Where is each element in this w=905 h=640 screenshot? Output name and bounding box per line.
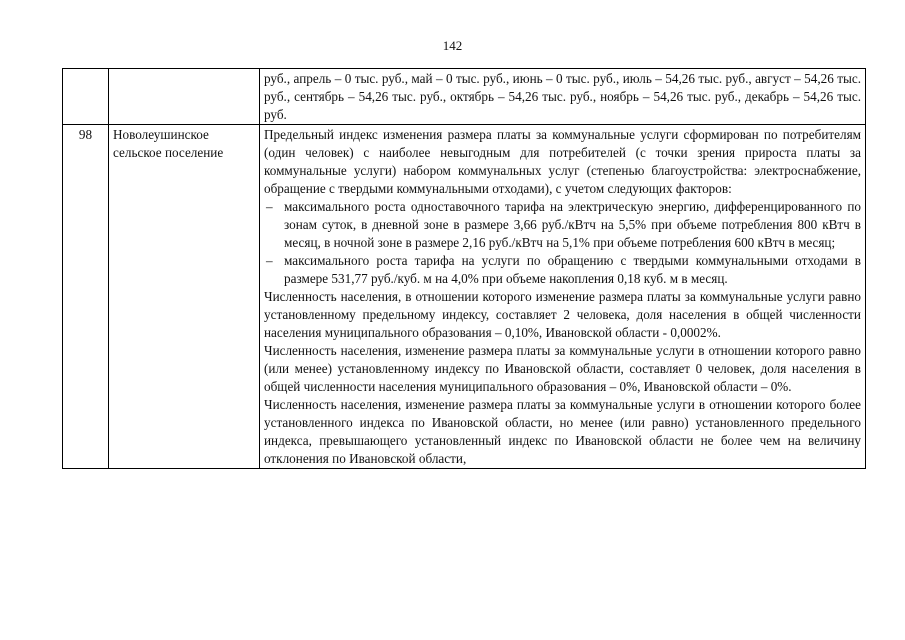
factor-list [264,198,861,288]
row-number-cell: 98 [63,125,109,469]
table-row [63,125,866,469]
description-cell [260,125,866,469]
continuation-paragraph: руб., апрель – 0 тыс. руб., май – 0 тыс. руб., июнь – 0 тыс. руб., июль – 54,26 тыс. руб., август – 54,26 тыс. руб., сентябрь – 54,26 тыс. руб., октябрь – 54,26 тыс. руб., ноябрь – 54,26 тыс. руб., декабрь – 54,26 тыс. руб. [264,71,861,122]
population-paragraph: Численность населения, в отношении которого изменение размера платы за коммунальные услуги равно установленному предельному индексу, составляет 2 человека, доля населения в общей численности населения муниципального образования – 0,10%, Ивановской области - 0,0002%. [264,289,861,340]
page-number: 142 [442,38,463,53]
settlement-cell: Новолеушинское сельское поселение [109,125,260,469]
settlement-cell [109,69,260,125]
table-row [63,69,866,125]
population-paragraph: Численность населения, изменение размера платы за коммунальные услуги в отношении которого более установленного индекса по Ивановской области, но менее (или равно) установленного предельного индекса, превышающего установленный индекс по Ивановской области не более чем на величину отклонения по Ивановской области, [264,397,861,466]
dash-marker: – [266,199,273,214]
list-item-text: максимального роста одноставочного тарифа на электрическую энергию, дифференцированного по зонам суток, в дневной зоне в размере 3,66 руб./кВтч на 5,5% при объеме потребления 800 кВтч в месяц, в ночной зоне в размере 2,16 руб./кВтч на 5,1% при объеме потребления 600 кВтч в месяц; [284,199,861,250]
description-cell [260,69,866,125]
intro-paragraph: Предельный индекс изменения размера платы за коммунальные услуги сформирован по потребителям (один человек) с наиболее невыгодным для потребителей (с точки зрения прироста платы за коммунальные услуги) набором коммунальных услуг (степенью благоустройства: электроснабжение, обращение с твердыми коммунальными отходами), с учетом следующих факторов: [264,127,861,196]
population-paragraph: Численность населения, изменение размера платы за коммунальные услуги в отношении которого равно (или менее) установленному индексу по Ивановской области, составляет 0 человек, доля населения в общей численности населения муниципального образования – 0%, Ивановской области – 0%. [264,343,861,394]
list-item [264,198,861,252]
row-number-cell [63,69,109,125]
dash-marker: – [266,253,273,268]
list-item [264,252,861,288]
tariff-table [62,68,866,469]
list-item-text: максимального роста тарифа на услуги по обращению с твердыми коммунальными отходами в размере 531,77 руб./куб. м на 4,0% при объеме накопления 0,18 куб. м в месяц. [284,253,861,286]
